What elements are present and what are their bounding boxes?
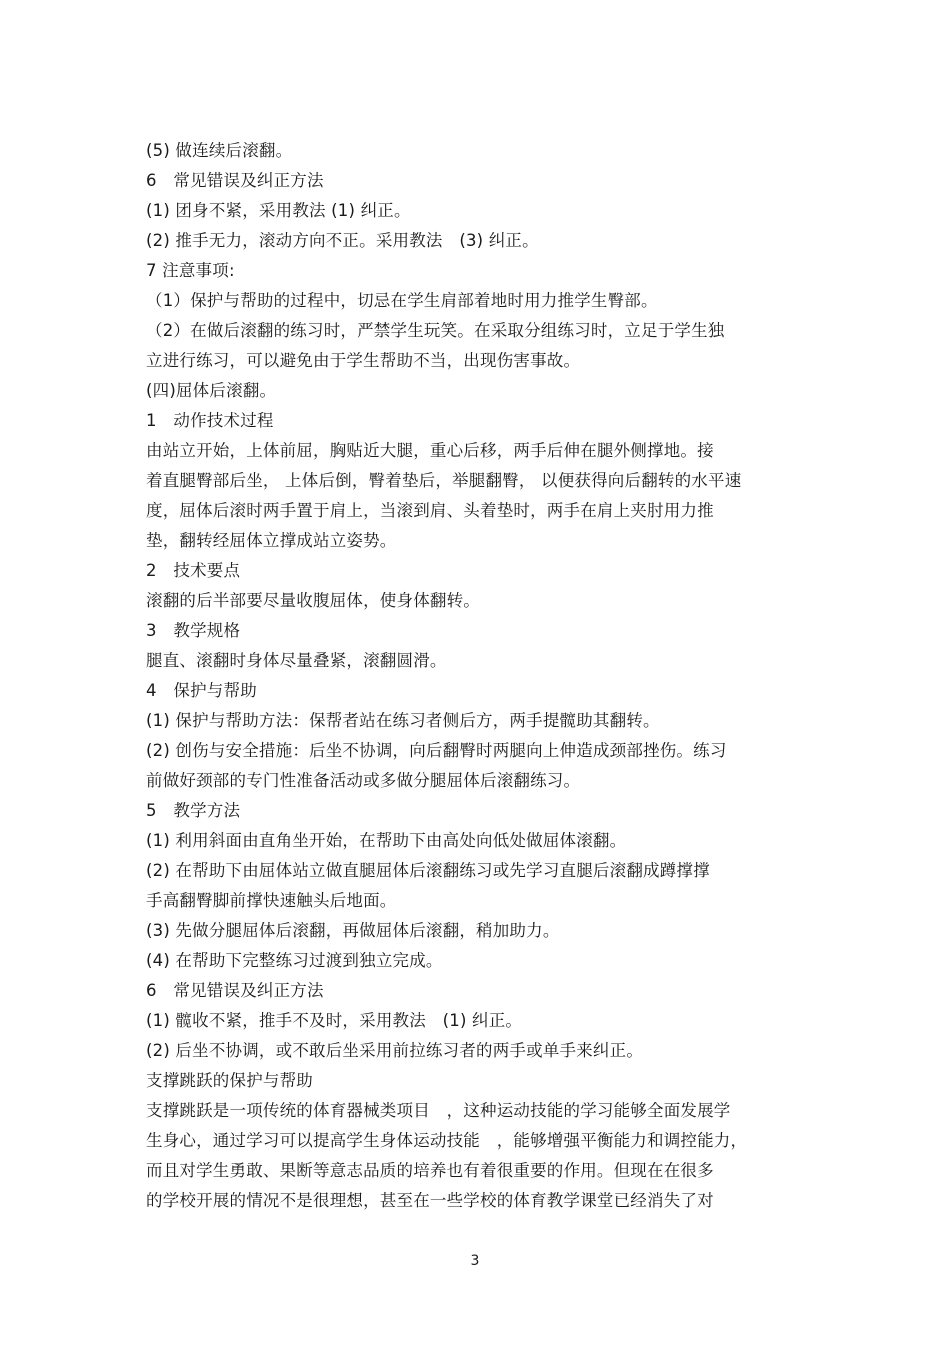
text-line: (5) 做连续后滚翻。 [146, 141, 293, 160]
section-heading: 6 常见错误及纠正方法 [146, 981, 324, 1000]
text-line: （2）在做后滚翻的练习时，严禁学生玩笑。在采取分组练习时，立足于学生独 [146, 321, 725, 340]
text-line: (1) 团身不紧，采用教法 (1) 纠正。 [146, 201, 411, 220]
section-heading: 5 教学方法 [146, 801, 241, 820]
section-heading: (四)屈体后滚翻。 [146, 381, 277, 400]
section-heading: 7 注意事项: [146, 261, 235, 280]
text-line: 立进行练习，可以避免由于学生帮助不当，出现伤害事故。 [146, 351, 581, 370]
text-line: (4) 在帮助下完整练习过渡到独立完成。 [146, 951, 443, 970]
text-line: (3) 先做分腿屈体后滚翻，再做屈体后滚翻，稍加助力。 [146, 921, 560, 940]
text-line: (1) 利用斜面由直角坐开始，在帮助下由高处向低处做屈体滚翻。 [146, 831, 627, 850]
document-body [146, 136, 806, 1216]
text-line: 前做好颈部的专门性准备活动或多做分腿屈体后滚翻练习。 [146, 771, 581, 790]
text-line: （1）保护与帮助的过程中，切忌在学生肩部着地时用力推学生臀部。 [146, 291, 658, 310]
section-heading: 4 保护与帮助 [146, 681, 257, 700]
section-heading: 1 动作技术过程 [146, 411, 274, 430]
text-line: 而且对学生勇敢、果断等意志品质的培养也有着很重要的作用。但现在在很多 [146, 1161, 714, 1180]
page-number: 3 [470, 1253, 480, 1269]
text-line: 手高翻臀脚前撑快速触头后地面。 [146, 891, 397, 910]
text-line: (2) 创伤与安全措施：后坐不协调，向后翻臀时两腿向上伸造成颈部挫伤。练习 [146, 741, 727, 760]
text-line: (1) 髋收不紧，推手不及时，采用教法 (1) 纠正。 [146, 1011, 523, 1030]
text-line: 生身心，通过学习可以提高学生身体运动技能 ，能够增强平衡能力和调控能力， [146, 1131, 748, 1150]
text-line: 支撑跳跃是一项传统的体育器械类项目 ，这种运动技能的学习能够全面发展学 [146, 1101, 731, 1120]
section-heading: 6 常见错误及纠正方法 [146, 171, 324, 190]
text-line: 垫，翻转经屈体立撑成站立姿势。 [146, 531, 397, 550]
section-heading: 3 教学规格 [146, 621, 241, 640]
text-line: 着直腿臀部后坐， 上体后倒，臀着垫后，举腿翻臀， 以便获得向后翻转的水平速 [146, 471, 742, 490]
text-line: 腿直、滚翻时身体尽量叠紧，滚翻圆滑。 [146, 651, 447, 670]
text-line: (2) 后坐不协调，或不敢后坐采用前拉练习者的两手或单手来纠正。 [146, 1041, 644, 1060]
text-line: 度，屈体后滚时两手置于肩上，当滚到肩、头着垫时，两手在肩上夹肘用力推 [146, 501, 714, 520]
text-line: (2) 推手无力，滚动方向不正。采用教法 (3) 纠正。 [146, 231, 539, 250]
section-heading: 2 技术要点 [146, 561, 241, 580]
section-heading: 支撑跳跃的保护与帮助 [146, 1071, 313, 1090]
text-line: 的学校开展的情况不是很理想，甚至在一些学校的体育教学课堂已经消失了对 [146, 1191, 714, 1210]
text-line: (1) 保护与帮助方法：保帮者站在练习者侧后方，两手提髋助其翻转。 [146, 711, 660, 730]
text-line: 滚翻的后半部要尽量收腹屈体，使身体翻转。 [146, 591, 480, 610]
text-line: 由站立开始，上体前屈，胸贴近大腿，重心后移，两手后伸在腿外侧撑地。接 [146, 441, 714, 460]
text-line: (2) 在帮助下由屈体站立做直腿屈体后滚翻练习或先学习直腿后滚翻成蹲撑撑 [146, 861, 710, 880]
